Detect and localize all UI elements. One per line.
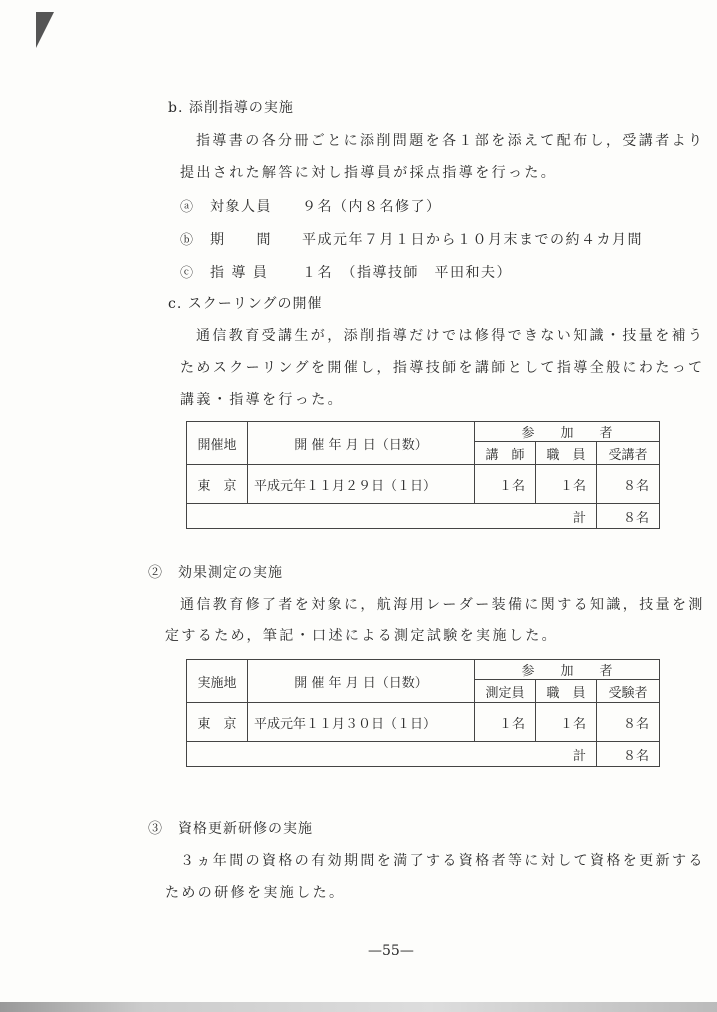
cell-date: 平成元年１１月３０日（１日） — [248, 703, 475, 742]
total-label: 計 — [187, 504, 597, 529]
section-3-heading: ③ 資格更新研修の実施 — [148, 821, 313, 837]
sub-header-trainees: 受講者 — [597, 442, 660, 465]
section-b-paragraph-line1: 指導書の各分冊ごとに添削問題を各１部を添えて配布し，受講者より — [196, 133, 705, 149]
total-value: ８名 — [597, 742, 660, 767]
cell-staff-count: １名 — [536, 703, 597, 742]
item-value: ９名（内８名修了） — [302, 199, 442, 215]
sub-header-examinees: 受験者 — [597, 680, 660, 703]
item-target-persons — [180, 196, 442, 215]
page-number: —55— — [368, 943, 414, 959]
section-c-heading: c. スクーリングの開催 — [168, 296, 323, 312]
item-label: 期 間 — [210, 232, 272, 248]
cell-trainee-count: ８名 — [597, 465, 660, 504]
sub-header-staff: 職 員 — [536, 680, 597, 703]
total-label: 計 — [187, 742, 597, 767]
section-2-paragraph-line2: 定するため，筆記・口述による測定試験を実施した。 — [165, 628, 559, 644]
section-c-paragraph-line3: 講義・指導を行った。 — [180, 392, 344, 408]
cell-examinee-count: ８名 — [597, 703, 660, 742]
scan-bottom-edge — [0, 1002, 717, 1012]
schooling-table — [186, 421, 660, 529]
item-instructors — [180, 262, 512, 281]
col-header-place: 開催地 — [187, 422, 248, 465]
item-label: 指 導 員 — [210, 265, 269, 281]
circled-b-marker: ⓑ — [180, 233, 195, 248]
cell-place: 東 京 — [187, 465, 248, 504]
cell-staff-count: １名 — [536, 465, 597, 504]
section-b-heading: b. 添削指導の実施 — [168, 100, 294, 116]
sub-header-staff: 職 員 — [536, 442, 597, 465]
item-period — [180, 229, 643, 248]
total-value: ８名 — [597, 504, 660, 529]
item-value: １名 （指導技師 平田和夫） — [302, 265, 512, 281]
section-2-heading: ② 効果測定の実施 — [148, 565, 283, 581]
section-c-paragraph-line2: ためスクーリングを開催し，指導技師を講師として指導全般にわたって — [180, 360, 705, 376]
cell-lecturer-count: １名 — [475, 465, 536, 504]
measurement-table — [186, 659, 660, 767]
cell-date: 平成元年１１月２９日（１日） — [248, 465, 475, 504]
circled-a-marker: ⓐ — [180, 200, 195, 215]
section-3-paragraph-line1: ３ヵ年間の資格の有効期間を満了する資格者等に対して資格を更新する — [180, 853, 705, 869]
section-b-paragraph-line2: 提出された解答に対し指導員が採点指導を行った。 — [180, 165, 558, 181]
cell-place: 東 京 — [187, 703, 248, 742]
cell-examiner-count: １名 — [475, 703, 536, 742]
item-value: 平成元年７月１日から１０月末までの約４カ月間 — [302, 232, 643, 248]
section-3-paragraph-line2: ための研修を実施した。 — [165, 885, 346, 901]
col-header-place: 実施地 — [187, 660, 248, 703]
col-header-participants: 参 加 者 — [475, 660, 660, 680]
circled-c-marker: ⓒ — [180, 266, 195, 281]
col-header-date: 開 催 年 月 日（日数） — [248, 422, 475, 465]
section-2-paragraph-line1: 通信教育修了者を対象に，航海用レーダー装備に関する知識，技量を測 — [180, 597, 705, 613]
scan-corner-mark — [36, 12, 54, 48]
col-header-date: 開 催 年 月 日（日数） — [248, 660, 475, 703]
col-header-participants: 参 加 者 — [475, 422, 660, 442]
item-label: 対象人員 — [210, 199, 272, 215]
section-c-paragraph-line1: 通信教育受講生が，添削指導だけでは修得できない知識・技量を補う — [196, 328, 705, 344]
sub-header-examiners: 測定員 — [475, 680, 536, 703]
sub-header-lecturer: 講 師 — [475, 442, 536, 465]
